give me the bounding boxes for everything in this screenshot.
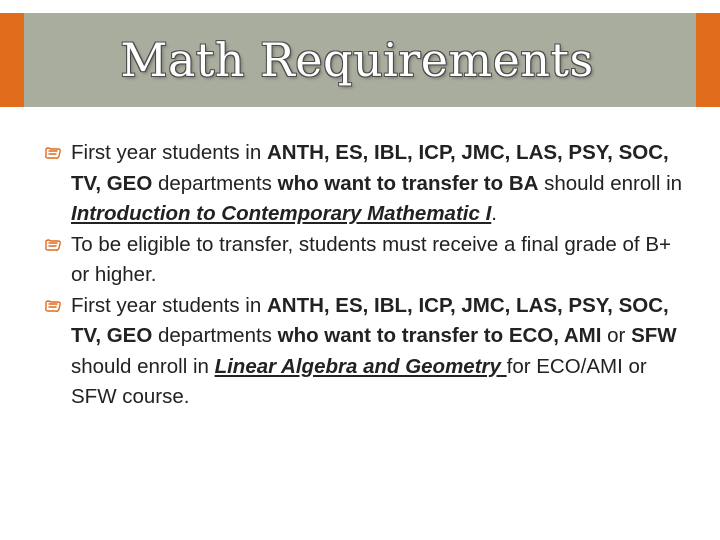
bullet-text: ANTH, ES, IBL, ICP, JMC, LAS, PSY, SOC, TV, GEO <box>71 141 669 195</box>
bullet-text: Linear Algebra and Geometry <box>214 354 501 378</box>
scroll-bullet-icon <box>44 238 62 252</box>
bullet-item <box>44 230 684 291</box>
bullet-text: departments <box>152 324 278 347</box>
bullet-text: First year students in <box>71 141 267 164</box>
bullet-text: departments <box>152 171 278 195</box>
bullet-item <box>44 291 684 413</box>
bullet-item <box>44 138 684 230</box>
bullet-text: or <box>601 324 632 347</box>
bullet-text: To be eligible to transfer, students must receive a final grade of B+ or higher. <box>71 232 671 286</box>
title-accent-left <box>0 13 24 107</box>
slide-title: Math Requirements <box>120 33 594 87</box>
top-margin <box>0 0 720 13</box>
scroll-bullet-icon <box>44 299 62 313</box>
bullet-list <box>44 138 684 413</box>
bullet-text: Introduction to Contemporary Mathematic I <box>71 202 492 225</box>
scroll-bullet-icon <box>44 146 62 160</box>
bullet-text: who want to transfer to BA <box>277 171 539 195</box>
title-area <box>24 13 696 107</box>
title-accent-right <box>696 13 720 107</box>
bullet-text: . <box>491 202 497 225</box>
bullet-text: should enroll in <box>538 171 683 195</box>
bullet-text: should enroll in <box>71 354 215 378</box>
bullet-text: SFW <box>631 324 677 347</box>
bullet-text: for ECO/AMI or SFW course. <box>71 354 647 408</box>
bullet-text: who want to transfer to ECO, AMI <box>277 324 602 347</box>
bullet-text: ANTH, ES, IBL, ICP, JMC, LAS, PSY, SOC, TV, GEO <box>71 293 669 347</box>
title-band <box>0 13 720 107</box>
bullet-text: First year students in <box>71 293 267 317</box>
